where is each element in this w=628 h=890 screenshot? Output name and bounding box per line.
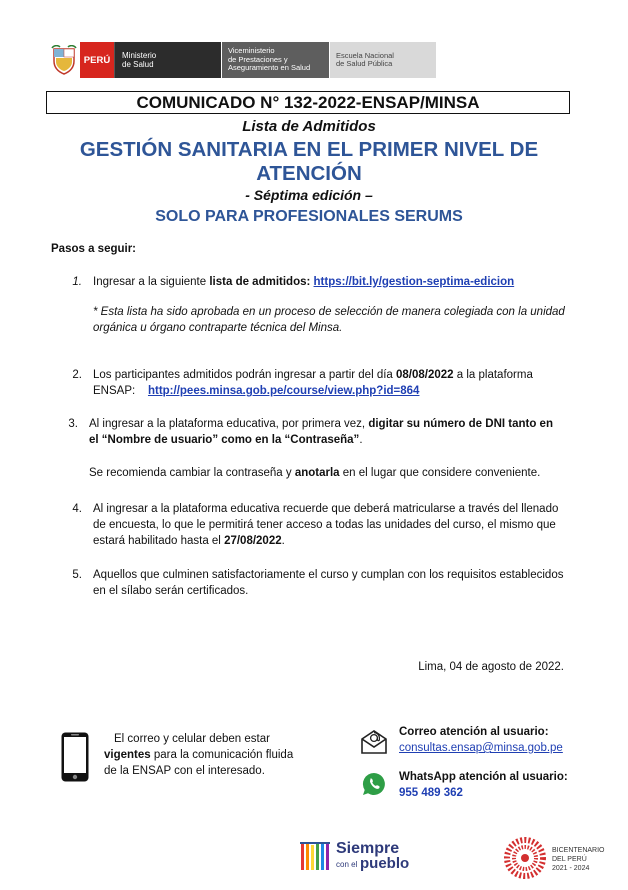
header-logos [48,42,436,78]
footer-msg-line3: de la ENSAP con el interesado. [104,765,265,777]
escuela-line2: de Salud Pública [336,59,393,68]
audience-label: SOLO PARA PROFESIONALES SERUMS [155,208,463,225]
steps-heading: Pasos a seguir: [51,243,137,255]
admitted-list-link[interactable]: https://bit.ly/gestion-septima-edicion [313,276,515,288]
bicentenario-line1: BICENTENARIO [552,847,605,854]
email-link[interactable]: consultas.ensap@minsa.gob.pe [399,742,563,754]
step-1-text [93,274,583,290]
vice-line1: Viceministerio [228,46,275,56]
step-5-number: 5. [72,569,82,581]
vice-line3: Aseguramiento en Salud [228,63,311,73]
bicentenario-line2: DEL PERÚ [552,856,587,863]
step-3-rec-pre: Se recomienda cambiar la contraseña y [89,467,295,479]
step-3-text [89,416,553,448]
bicentenario-text [552,846,605,873]
step-2-number: 2. [72,369,82,381]
comunicado-title: COMUNICADO N° 132-2022-ENSAP/MINSA [46,91,570,114]
escuela-logo [330,42,436,78]
step-1-note [93,304,565,336]
footer-msg-line1: El correo y celular deben estar [114,733,270,745]
step-3-post: . [359,434,363,446]
edition-label: - Séptima edición – [245,187,373,203]
step-3-pre: Al ingresar a la plataforma educativa, por primera vez, [89,418,369,430]
siempre-text: Siempre [336,840,400,857]
footer-message [104,731,308,779]
escuela-line1: Escuela Nacional [336,50,394,60]
email-label: Correo atención al usuario: [399,726,549,738]
step-2-pre: Los participantes admitidos podrán ingresar a partir del día [93,369,397,381]
viceministerio-logo [222,42,329,78]
step-4-line1: Al ingresar a la plataforma educativa recuerde que deberá matricularse a través del llenado [93,503,559,515]
whatsapp-number[interactable]: 955 489 362 [399,787,463,799]
step-2-post: a la plataforma [453,369,533,381]
course-title-line2: ATENCIÓN [256,162,362,185]
step-1-note-line2: orgánica u órgano contraparte técnica del Minsa. [93,322,343,334]
step-4-number: 4. [72,503,82,515]
con-el-text: con el [336,860,358,869]
siempre-con-el-pueblo-logo [300,838,410,874]
step-5-line2: en el sílabo serán certificados. [93,585,249,597]
step-4-date: 27/08/2022 [224,535,282,547]
course-title [40,138,578,186]
step-1-number: 1. [72,276,82,288]
step-5-line1: Aquellos que culminen satisfactoriamente el curso y cumplan con los requisitos establecidos [93,569,564,581]
whatsapp-label: WhatsApp atención al usuario: [399,771,568,783]
colorful-figures-icon [300,840,334,872]
bicentenario-logo [503,836,623,880]
step-2-text [93,367,533,399]
step-2-date: 08/08/2022 [396,369,454,381]
email-icon [360,729,388,760]
phone-icon [60,731,90,788]
step-3-bold1: digitar su número de DNI tanto en [368,418,553,430]
step-4-line3-pre: estará habilitado hasta el [93,535,225,547]
ministerio-line1: Ministerio [122,51,157,60]
step-2-ensap: ENSAP: [93,385,136,397]
ministerio-line2: de Salud [122,60,154,69]
step-4-line3-post: . [281,535,285,547]
step-1-bold: lista de admitidos: [209,276,311,288]
lista-subtitle: Lista de Admitidos [242,118,376,135]
whatsapp-icon [361,771,387,802]
bicentenario-line3: 2021 - 2024 [552,865,590,872]
footer-msg-line2: para la comunicación fluida [150,749,294,761]
step-4-text [93,501,558,549]
step-4-line2: de encuesta, lo que le permitirá tener acceso a todas las unidades del curso, el mismo que [93,519,556,531]
step-3-bold2: el “Nombre de usuario” como en la “Contraseña” [89,434,360,446]
coat-of-arms-icon [48,42,80,78]
step-5-text [93,567,563,599]
ensap-course-link[interactable]: http://pees.minsa.gob.pe/course/view.php?id=864 [147,385,420,397]
ministerio-logo [114,42,221,78]
step-3-rec-post: en el lugar que considere conveniente. [339,467,541,479]
step-3-number: 3. [68,418,78,430]
step-1-note-line1: * Esta lista ha sido aprobada en un proceso de selección de manera colegiada con la unidad [93,306,565,318]
bicentenario-emblem-icon [503,836,547,880]
footer-msg-bold: vigentes [104,749,151,761]
course-title-line1: GESTIÓN SANITARIA EN EL PRIMER NIVEL DE [79,138,539,161]
peru-label: PERÚ [83,54,111,66]
vice-line2: de Prestaciones y [228,54,288,64]
place-date: Lima, 04 de agosto de 2022. [418,661,564,673]
step-1-pre: Ingresar a la siguiente [93,276,210,288]
pueblo-text: pueblo [360,855,410,872]
step-3-recommendation [89,465,540,481]
step-3-rec-bold: anotarla [294,467,340,479]
peru-logo [80,42,114,78]
